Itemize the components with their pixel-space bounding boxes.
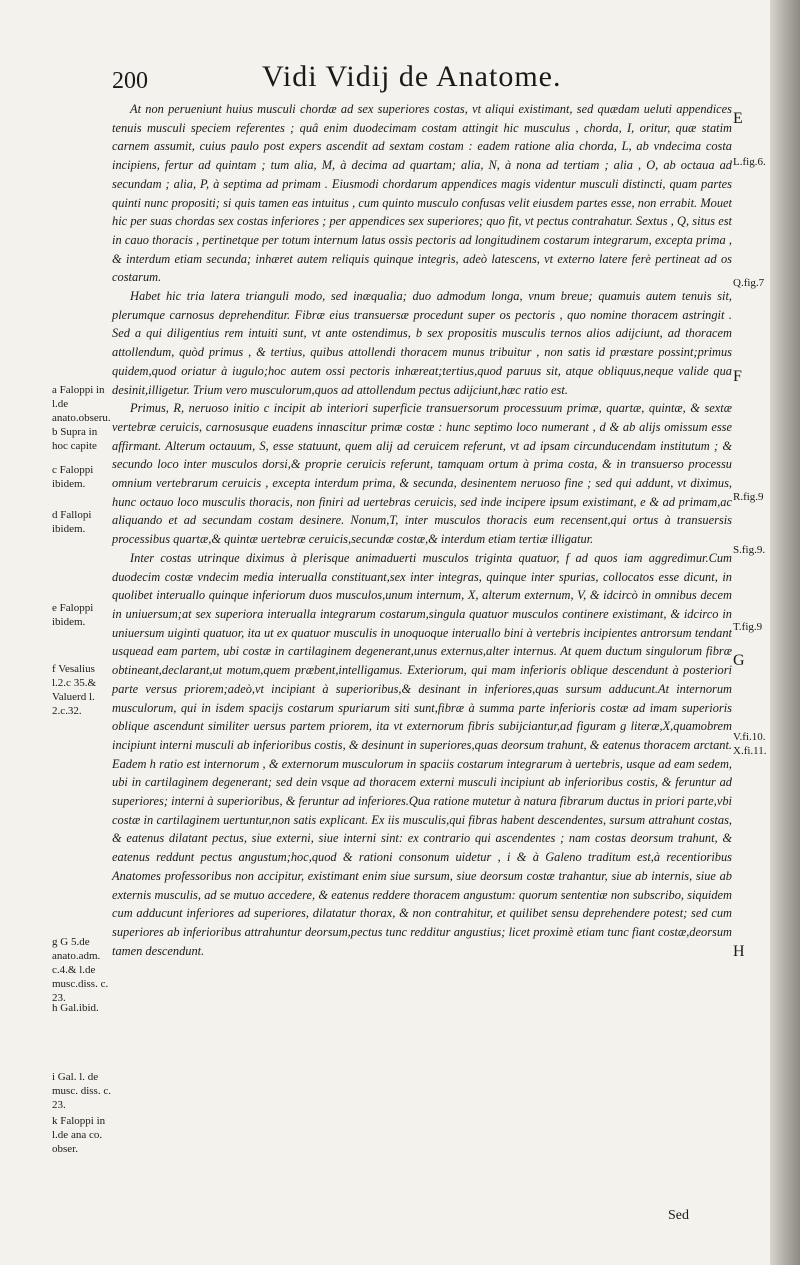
figure-reference: V.fi.10. X.fi.11. xyxy=(733,731,767,757)
figure-reference: S.fig.9. xyxy=(733,544,766,556)
paragraph: At non perueniunt huius musculi chordæ ad sex superiores costas, vt aliqui existimant, sed quædam ueluti appendices tenuis musculi speciem referentes ; quâ enim duodecimam costam attingit hic musculus , chorda, I, oritur, quæ statim carnem assumit, cuius paulo post expers ascendit ad sextam costam : eadem ratione alia chorda, L, ab vndecima costa incipiens, fertur ad quintam ; tum alia, M, à decima ad quartam; alia, N, à nona ad tertiam ; alia , O, ab octaua ad secundam ; alia, P, à septima ad primam . Eiusmodi chordarum appendices magis videntur musculi distincti, quam partes quinti nunc propositi; si quis tamen eas intuitus , cum quinto musculo confusas velit eiusdem partes esse, non errabit. Mouet hic per suas chordas sex costas inferiores ; per appendices sex superiores; quo fit, vt pectus contrahatur. Sextus , Q, situs est in cauo thoracis , pertinetque per totum internum latus ossis pectoris ad longitudinem costarum integrarum, excepta prima , & interdum etiam secunda; inhæret autem reliquis quinque integris, adeò latescens, vt externo latere ferè pertineat ad os costarum. xyxy=(112,102,732,285)
figure-reference: T.fig.9 xyxy=(733,621,763,633)
marginal-note: g G 5.de anato.adm. c.4.& l.de musc.diss. c. 23. xyxy=(52,936,109,1004)
marginal-note: c Faloppi ibidem. xyxy=(52,464,94,490)
figure-reference: E xyxy=(733,110,743,127)
figure-reference: Q.fig.7 xyxy=(733,277,765,289)
paragraph: Primus, R, neruoso initio c incipit ab interiori superficie transuersorum processuum primæ, quartæ, quintæ, & sextæ vertebræ ceruicis, carnosusque euadens innascitur primæ costæ : hunc septimo loco numerant , d & ab alijs omissum esse affirmant. Alterum octauum, S, esse statuunt, quem alij ad ceruicem referunt, vt ad ipsam circunducendam institutum ; & secundo loco inter musculos dorsi,& proprie ceruicis referunt, tamquam ortum à prima costa, & in transuerso processu omnium vertebrarum ceruicis , excepta interdum prima, & secunda, desinentem neruoso fine ; sed qui addunt, vt diximus, hunc octauo loco musculis thoracis, non finiri ad uertebras ceruicis, sed inde incipere ipsum existimant, e & ad primam,ac aliquando et ad secundam costam desinere. Nonum,T, inter musculos thoracis eum recensent,qui ortus à transuersis processibus quartæ,& quintæ uertebræ ceruicis,secundæ costæ,& interdum etiam tertiæ illigatur. xyxy=(112,401,732,547)
marginal-note: e Faloppi ibidem. xyxy=(52,602,94,628)
marginal-note: d Fallopi ibidem. xyxy=(52,509,92,535)
main-text xyxy=(112,100,732,960)
figure-reference: H xyxy=(733,943,745,960)
page-number: 200 xyxy=(112,68,148,94)
figure-reference: G xyxy=(733,652,745,669)
marginal-note: i Gal. l. de musc. diss. c. 23. xyxy=(52,1071,111,1111)
figure-reference: R.fig.9 xyxy=(733,491,764,503)
marginal-note: f Vesalius l.2.c 35.& Valuerd l. 2.c.32. xyxy=(52,663,96,717)
paragraph: Inter costas utrinque diximus à plerisque animaduerti musculos triginta quatuor, f ad quos iam aggredimur.Cum duodecim costæ vndecim media interualla constituant,sex inter integras, quinque inter spurias, collocatos esse dicunt, in quolibet interuallo quinque inferiorum duos musculos,unum internum, X, alterum externum, V, & idcircò in omnibus decem in uniuersum;at sex superiora interualla integrarum costarum,singula quatuor musculos continere existimant, & idcirco in uniuersum uiginti quatuor, ita ut ex quatuor musculis in unoquoque interuallo bini à vertebris incipientes antrorsum tendant usquead eam partem, ubi costæ in cartilaginem degenerant,unus externus,alter internus. At quem ductum singulorum fibræ obtineant,declarant,ut motum,quem præbent,intelligamus. Exteriorum, qui mam inferioris oblique descendunt à posteriori parte versus priorem;adeò,vt incipiant à superioribus,& desinant in inferiores,quas sursum adducunt.At internorum musculorum, qui in isdem spacijs costarum spuriarum siti sunt,fibræ à summa parte inferioris costæ ad imam superioris oblique ascendunt similiter uersus partem priorem, ita vt externorum fibris subijciantur,ad figuram g literæ,X,quamobrem incipiunt interni musculi ab inferioribus costis, & desinunt in superiores,quas deorsum trahunt, & eatenus thoracem arctant. Eadem h ratio est internorum , & externorum musculorum in spaciis costarum integrarum à uertebris, usque ad eam sedem, ubi in cartilaginem degenerant; sed dein vsque ad thoracem externi musculi incipiunt ab inferioribus costis, & feruntur ad superiores; interni à superioribus, & feruntur ad inferiores.Qua ratione mutetur à natura fibrarum ductus in priori parte,vbi costæ in cartilaginem uertuntur,non satis explicant. Ex iis musculis,qui fibras habent descendentes, sursum attrahunt costas, & eatenus dilatant pectus, siue externi, siue interni sint: ex contrario qui ascendentes ; nam costas deorsum trahunt, & eatenus reddunt pectus angustum;hoc,quod & rationi consonum uidetur , i & à Galeno traditum est,à recentioribus Anatomes professoribus non accipitur, existimant enim siue sursum, siue deorsum costæ trahantur, siue ab internis, siue ab externis musculis, ad se mutuo accedere, & eatenus reddere thoracem angustum: quorum sententiæ non subscribo, siquidem cum adducunt inferiores ad superiores, dilatatur thorax, & non contrahitur, et quilibet sensu deprehendere potest; sed cum superiores ab inferioribus attrahuntur deorsum,pectus tunc redditur angustius; licet proximè etiam tunc fiant costæ,deorsum tamen descendunt. xyxy=(112,550,732,958)
marginal-note: h Gal.ibid. xyxy=(52,1002,99,1014)
page-edge-shadow xyxy=(770,0,800,1265)
running-title: Vidi Vidij de Anatome. xyxy=(262,60,562,93)
catchword: Sed xyxy=(668,1208,689,1223)
marginal-note: a Faloppi in l.de anato.obseru. b Supra in hoc capite xyxy=(52,384,111,452)
page-header xyxy=(112,60,732,100)
figure-reference: L.fig.6. xyxy=(733,156,766,168)
figure-reference: F xyxy=(733,368,742,385)
marginal-note: k Faloppi in l.de ana co. obser. xyxy=(52,1115,106,1155)
paragraph: Habet hic tria latera trianguli modo, sed inæqualia; duo admodum longa, vnum breue; quamuis autem tenuis sit, plerumque carnosus deprehenditur. Fibræ eius transuersæ procedunt super os pectoris , quo nomine thoracem astringit . Sed a qui diligentius rem intuiti sunt, vt ante ostendimus, b sex propositis musculis ternos alios adijciunt, ad thoracem attollendum, quòd primus , & tertius, quibus attollendi thoracem munus tribuitur , non satis id præstare possint;primus quidem,quod oriatur à iugulo;hoc autem ossi pectoris inhæreat;tertius,quod paruus sit, atque obliquus,neque valide qua desinit,illigetur. Trium vero musculorum,quos ad attollendum pectus adijciunt,hæc ratio est. xyxy=(112,289,732,397)
